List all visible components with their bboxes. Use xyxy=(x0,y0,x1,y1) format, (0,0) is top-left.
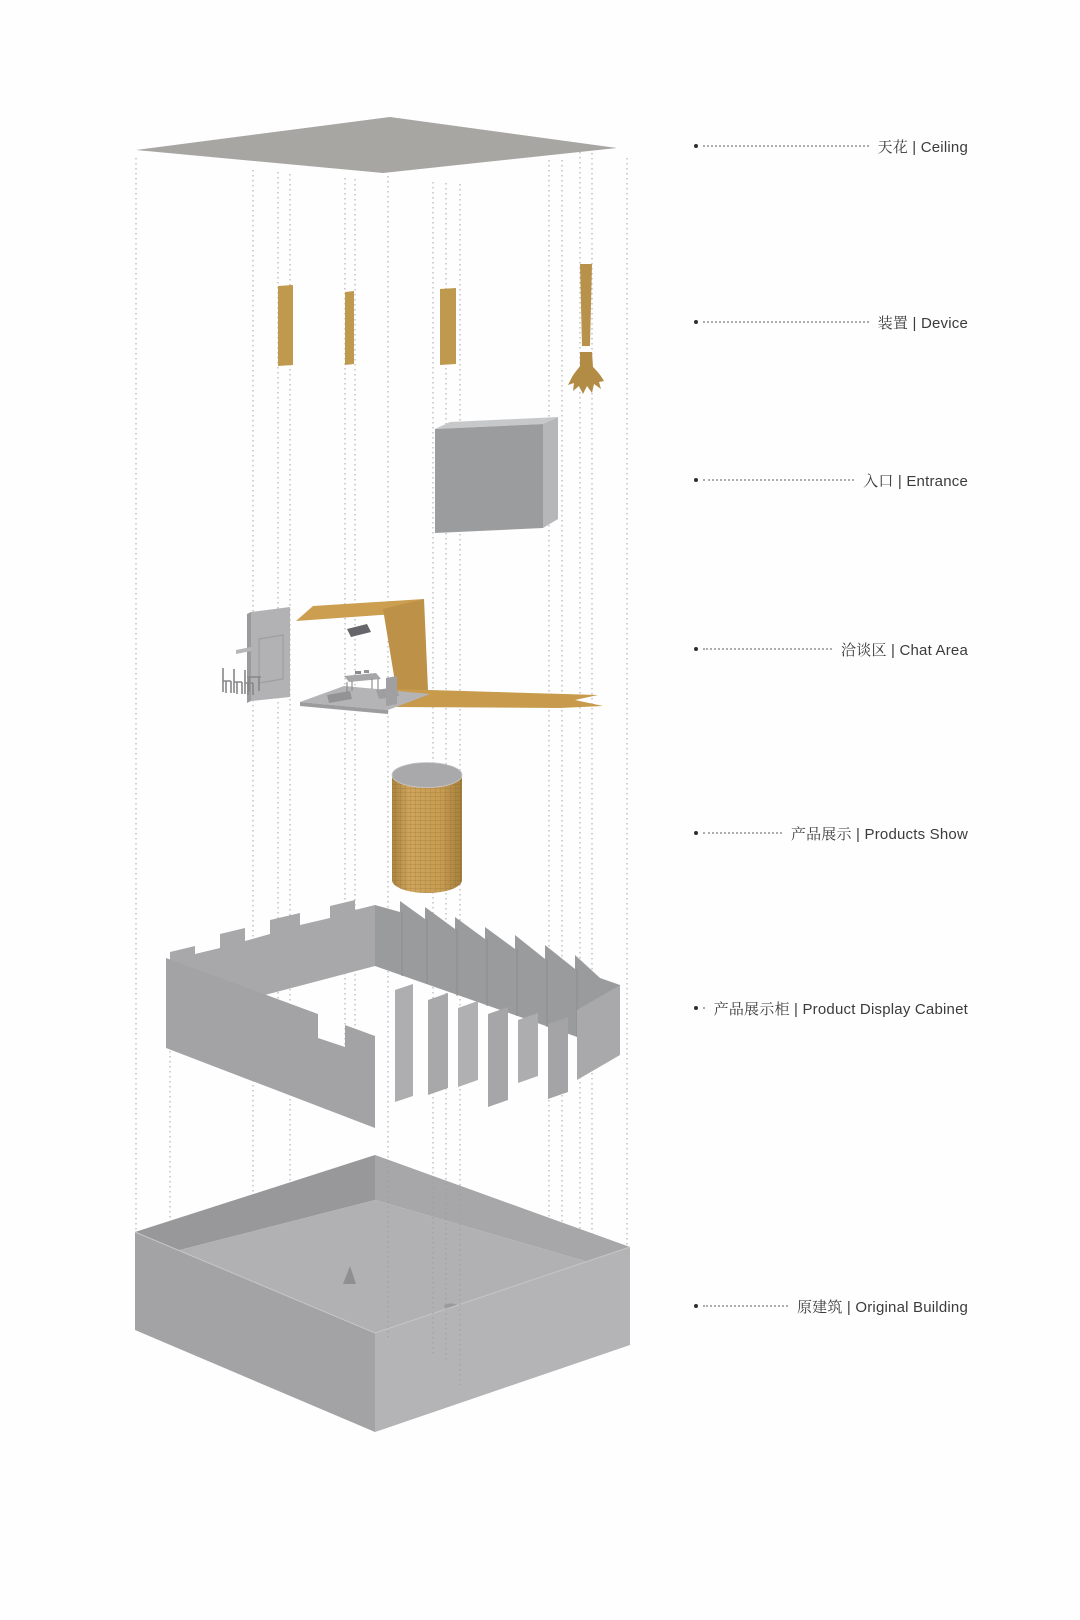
leader-line xyxy=(703,832,782,834)
device-strips xyxy=(278,264,604,394)
cylinder-mesh xyxy=(392,775,462,893)
product-display-cabinet xyxy=(166,900,620,1128)
layer-label-text: 天花 | Ceiling xyxy=(877,138,968,156)
cabinet-fin xyxy=(428,993,448,1095)
entrance-front xyxy=(435,424,543,533)
layer-label-text: 装置 | Device xyxy=(877,314,968,332)
device-strip-1 xyxy=(278,285,293,366)
layer-label-text: 产品展示柜 | Product Display Cabinet xyxy=(713,1000,968,1018)
layer-label-original-building xyxy=(694,1296,968,1316)
device-strip-3 xyxy=(440,288,456,365)
ceiling-plane xyxy=(136,117,617,173)
leader-line xyxy=(703,1007,705,1009)
leader-line xyxy=(703,145,869,147)
original-building xyxy=(135,1155,630,1432)
entrance-side xyxy=(543,417,558,528)
layer-label-device xyxy=(694,312,968,332)
cabinet-fin xyxy=(548,1017,568,1099)
device-strip-4 xyxy=(580,264,592,346)
leader-dot xyxy=(694,144,698,148)
chat-area xyxy=(223,599,603,714)
leader-dot xyxy=(694,1006,698,1010)
leader-line xyxy=(703,321,869,323)
layer-label-products-show xyxy=(694,823,968,843)
leader-line xyxy=(703,648,832,650)
cabinet-fin xyxy=(488,1007,508,1107)
layer-label-ceiling xyxy=(694,136,968,156)
chat-pedestal xyxy=(386,676,397,706)
ribbon-floor xyxy=(397,689,603,708)
leader-dot xyxy=(694,831,698,835)
layer-label-text: 洽谈区 | Chat Area xyxy=(841,641,968,659)
layer-label-text: 入口 | Entrance xyxy=(863,472,968,490)
device-claw xyxy=(568,352,604,394)
cabinet-fin xyxy=(395,984,413,1102)
cabinet-fin xyxy=(458,1001,478,1087)
products-show-cylinder xyxy=(392,763,462,894)
leader-dot xyxy=(694,320,698,324)
leader-line xyxy=(703,1305,788,1307)
chat-dark-slab xyxy=(347,624,371,637)
layer-label-text: 原建筑 | Original Building xyxy=(796,1298,968,1316)
leader-dot xyxy=(694,1304,698,1308)
entrance-box xyxy=(435,417,558,533)
layer-label-chat-area xyxy=(694,639,968,659)
chat-wall-panel xyxy=(251,607,290,701)
cylinder-top xyxy=(392,763,462,788)
layer-label-entrance xyxy=(694,470,968,490)
cabinet-fin xyxy=(518,1013,538,1083)
device-strip-2 xyxy=(345,291,354,365)
leader-line xyxy=(703,479,854,481)
leader-dot xyxy=(694,478,698,482)
layer-label-display-cabinet xyxy=(694,998,968,1018)
layer-label-text: 产品展示 | Products Show xyxy=(790,825,968,843)
leader-dot xyxy=(694,647,698,651)
